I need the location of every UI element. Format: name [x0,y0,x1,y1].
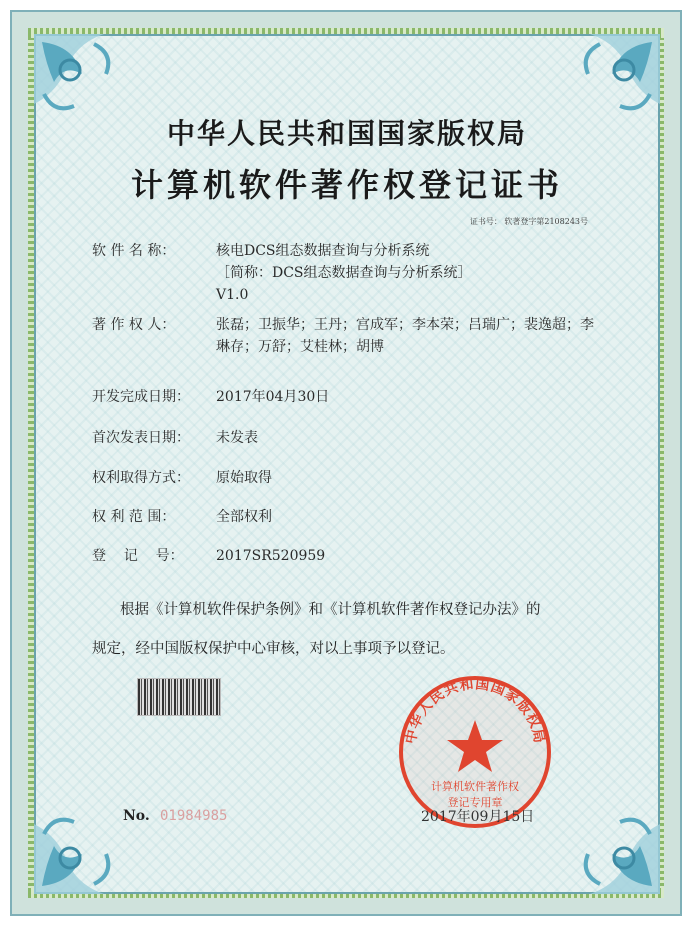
holders-line: 张磊；卫振华；王丹；宫成军；李本荣；吕瑞广；裴逸超；李 [216,317,594,333]
seal-inner-line-2: 登记专用章 [447,796,503,809]
acquisition-method-value: 原始取得 [216,470,272,486]
field-label: 权 利 范 围： [92,509,176,525]
field-registration-number [92,545,326,567]
field-label: 登 记 号： [92,548,184,564]
serial-number: 01984985 [160,808,228,824]
issuing-authority: 中华人民共和国国家版权局 [166,117,527,150]
issue-date: 2017年09月15日 [421,809,535,825]
statement-line-2: 规定，经中国版权保护中心审核，对以上事项予以登记。 [92,641,455,657]
completion-date-value: 2017年04月30日 [216,389,330,405]
corner-ornament-icon [550,784,660,894]
certificate-number: 证书号： 软著登字第2108243号 [469,217,588,226]
corner-ornament-icon [34,784,144,894]
registration-number-value: 2017SR520959 [216,548,326,564]
field-publication-date [92,427,258,449]
software-short-name: ［简称：DCS组态数据查询与分析系统］ [216,265,472,281]
certificate-title: 计算机软件著作权登记证书 [130,166,563,204]
seal-inner-line-1: 计算机软件著作权 [431,780,519,793]
field-label: 开发完成日期： [92,389,190,405]
rights-scope-value: 全部权利 [216,509,272,525]
barcode-icon [137,678,221,716]
software-full-name: 核电DCS组态数据查询与分析系统 [216,243,430,259]
statement-line-1: 根据《计算机软件保护条例》和《计算机软件著作权登记办法》的 [120,602,541,618]
field-label: 著 作 权 人： [92,317,176,333]
holders-line: 琳存；万舒；艾桂林；胡博 [216,339,384,355]
field-software-name [92,240,472,303]
software-version: V1.0 [216,287,249,303]
field-label: 软 件 名 称： [92,243,176,259]
field-copyright-holders [92,314,594,355]
field-label: 首次发表日期： [92,430,190,446]
field-completion-date [92,386,330,408]
field-label: 权利取得方式： [92,470,190,486]
field-acquisition-method [92,467,272,489]
serial-label: No. [123,808,150,824]
field-rights-scope [92,506,272,528]
seal-ring-text: 中华人民共和国国家版权局 [402,676,548,746]
publication-date-value: 未发表 [216,430,258,446]
